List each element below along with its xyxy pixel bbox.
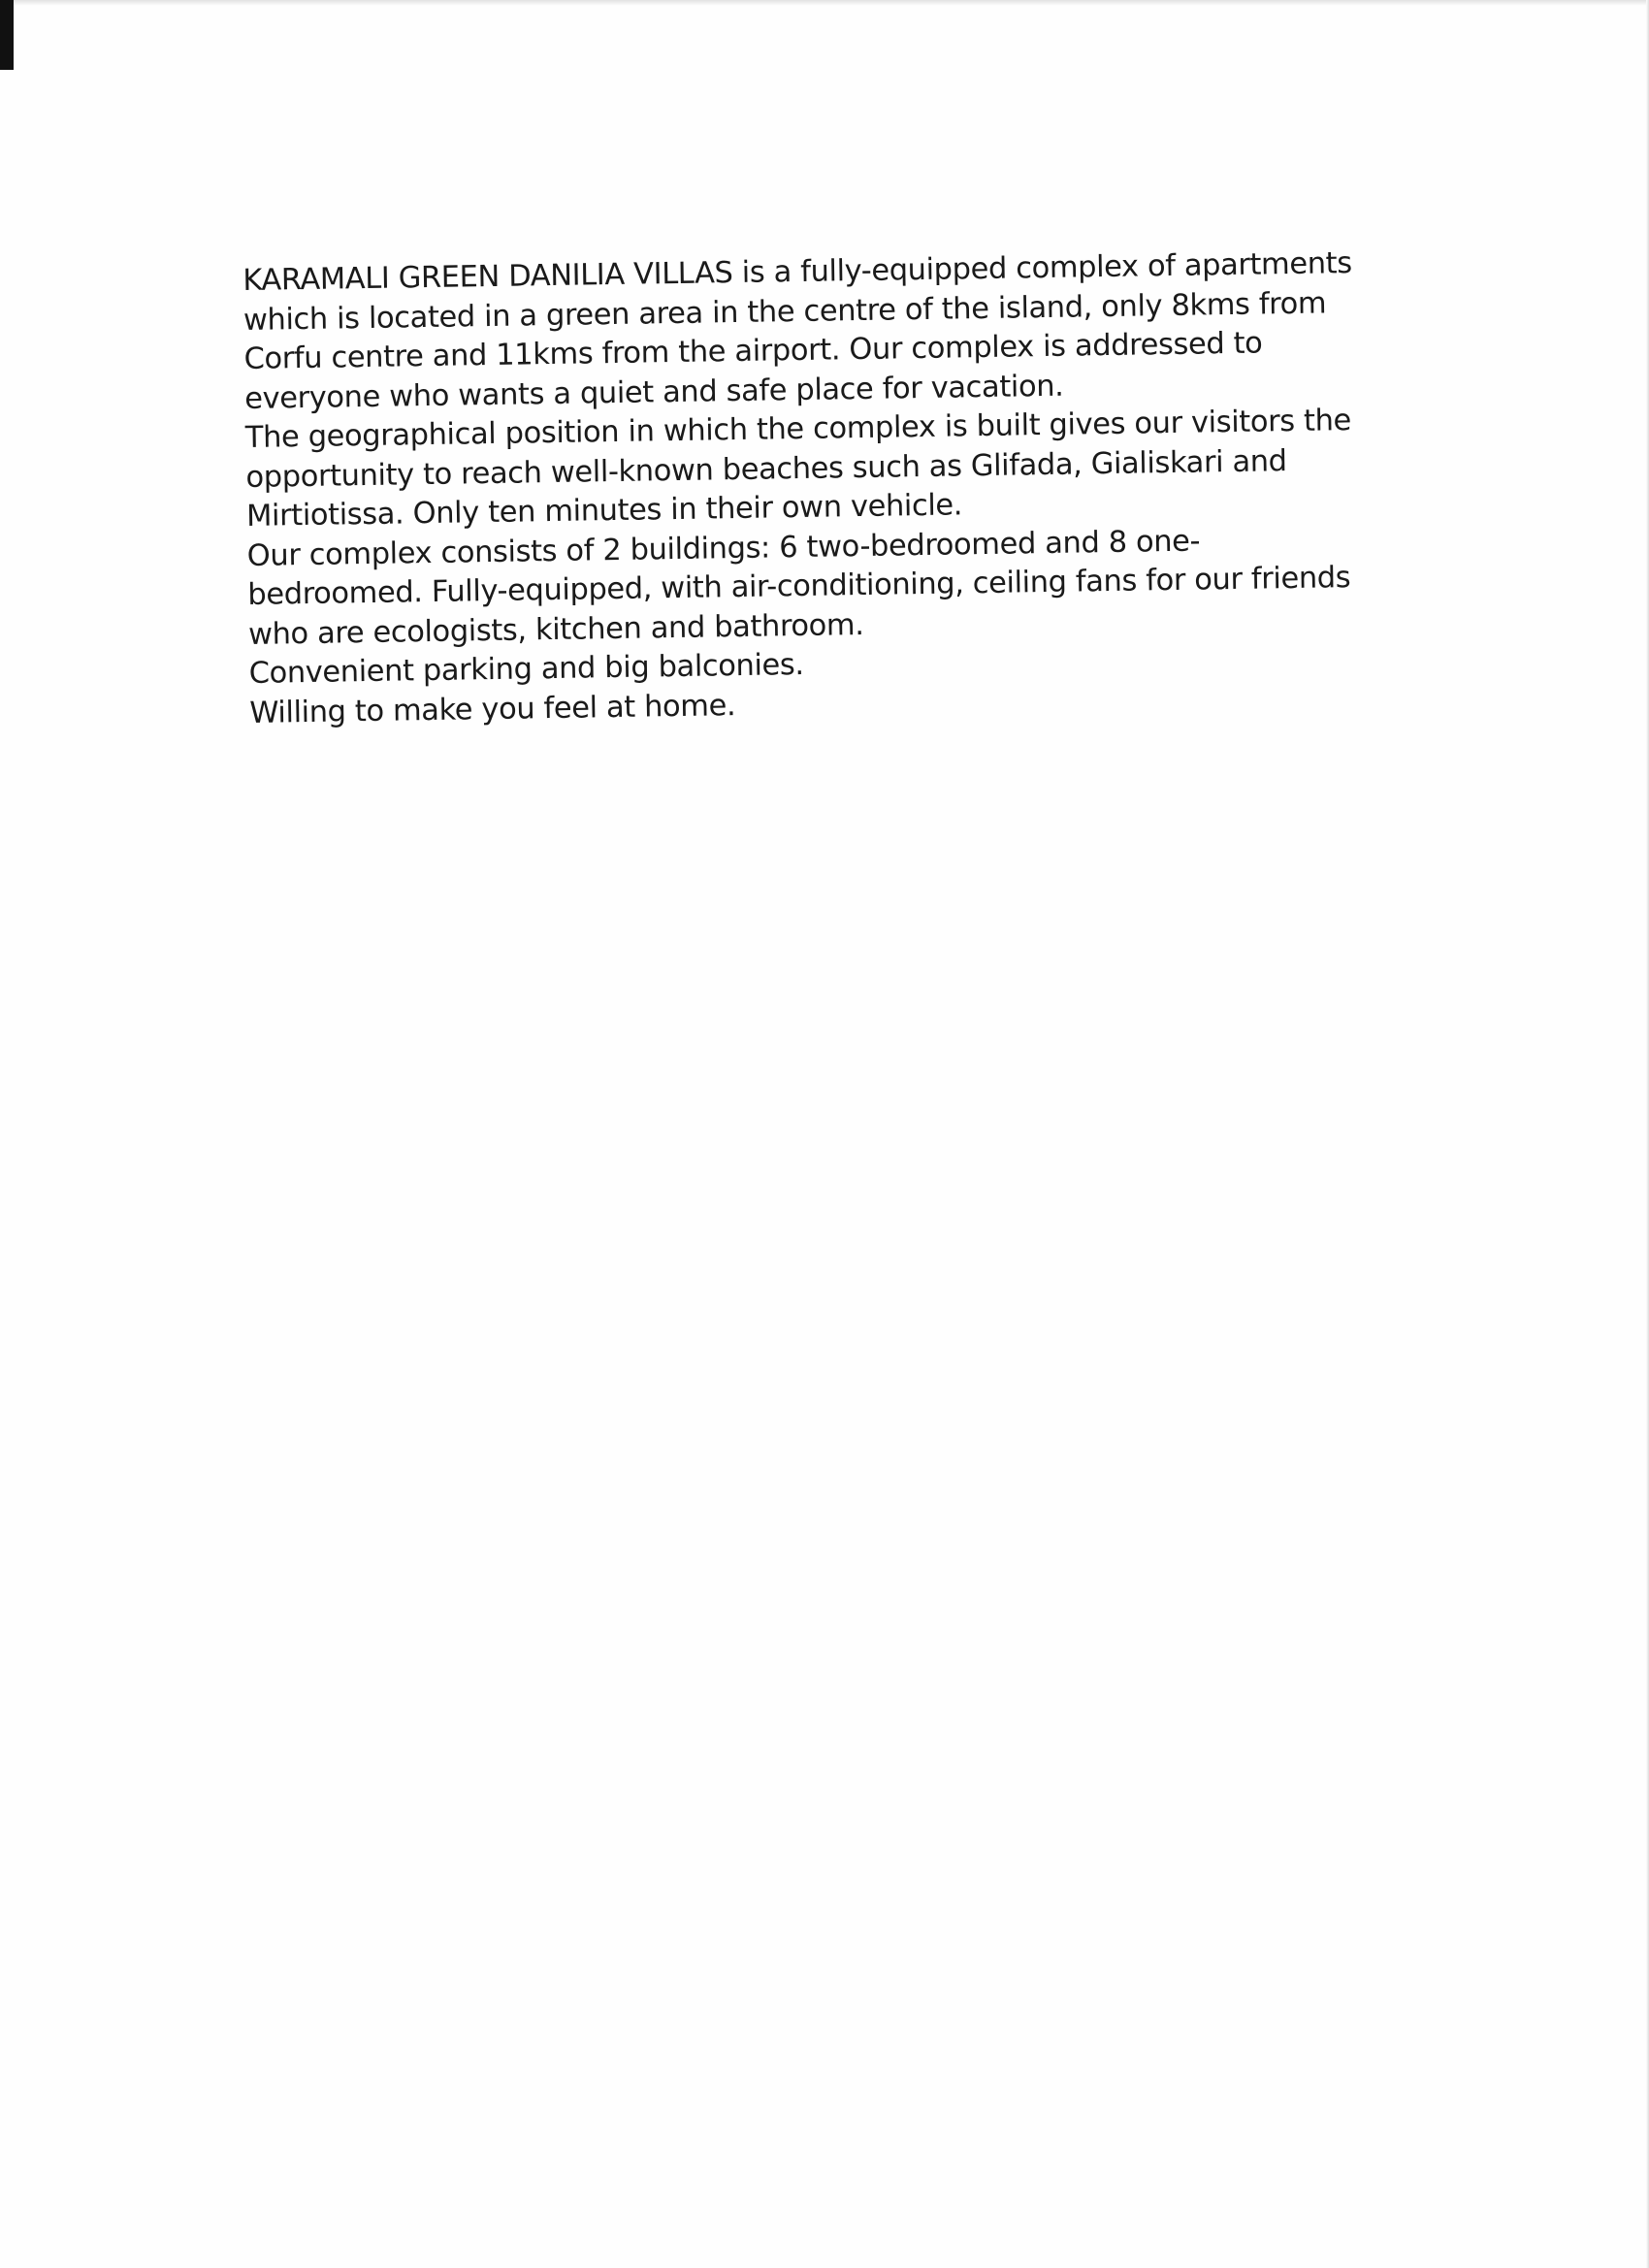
text-line: opportunity to reach well-known beaches such as Glifada, Gialiskari and (245, 443, 1287, 495)
text-line: bedroomed. Fully-equipped, with air-conditioning, ceiling fans for our friends (247, 561, 1351, 612)
description-text (242, 243, 1413, 733)
scan-edge-left (0, 0, 14, 70)
scan-edge-top (0, 0, 1649, 6)
text-line: Mirtiotissa. Only ten minutes in their own vehicle. (245, 488, 963, 534)
text-line: Willing to make you feel at home. (249, 688, 736, 730)
text-line: KARAMALI GREEN DANILIA VILLAS is a fully-equipped complex of apartments (242, 246, 1352, 298)
text-line: Convenient parking and big balconies. (248, 647, 804, 691)
text-line: The geographical position in which the complex is built gives our visitors the (244, 404, 1352, 455)
text-line: Our complex consists of 2 buildings: 6 two-bedroomed and 8 one- (246, 524, 1201, 573)
text-line: Corfu centre and 11kms from the airport. Our complex is addressed to (243, 326, 1263, 376)
text-line: which is located in a green area in the centre of the island, only 8kms from (242, 285, 1327, 338)
text-line: who are ecologists, kitchen and bathroom. (247, 607, 864, 652)
text-line: everyone who wants a quiet and safe place for vacation. (243, 369, 1064, 416)
